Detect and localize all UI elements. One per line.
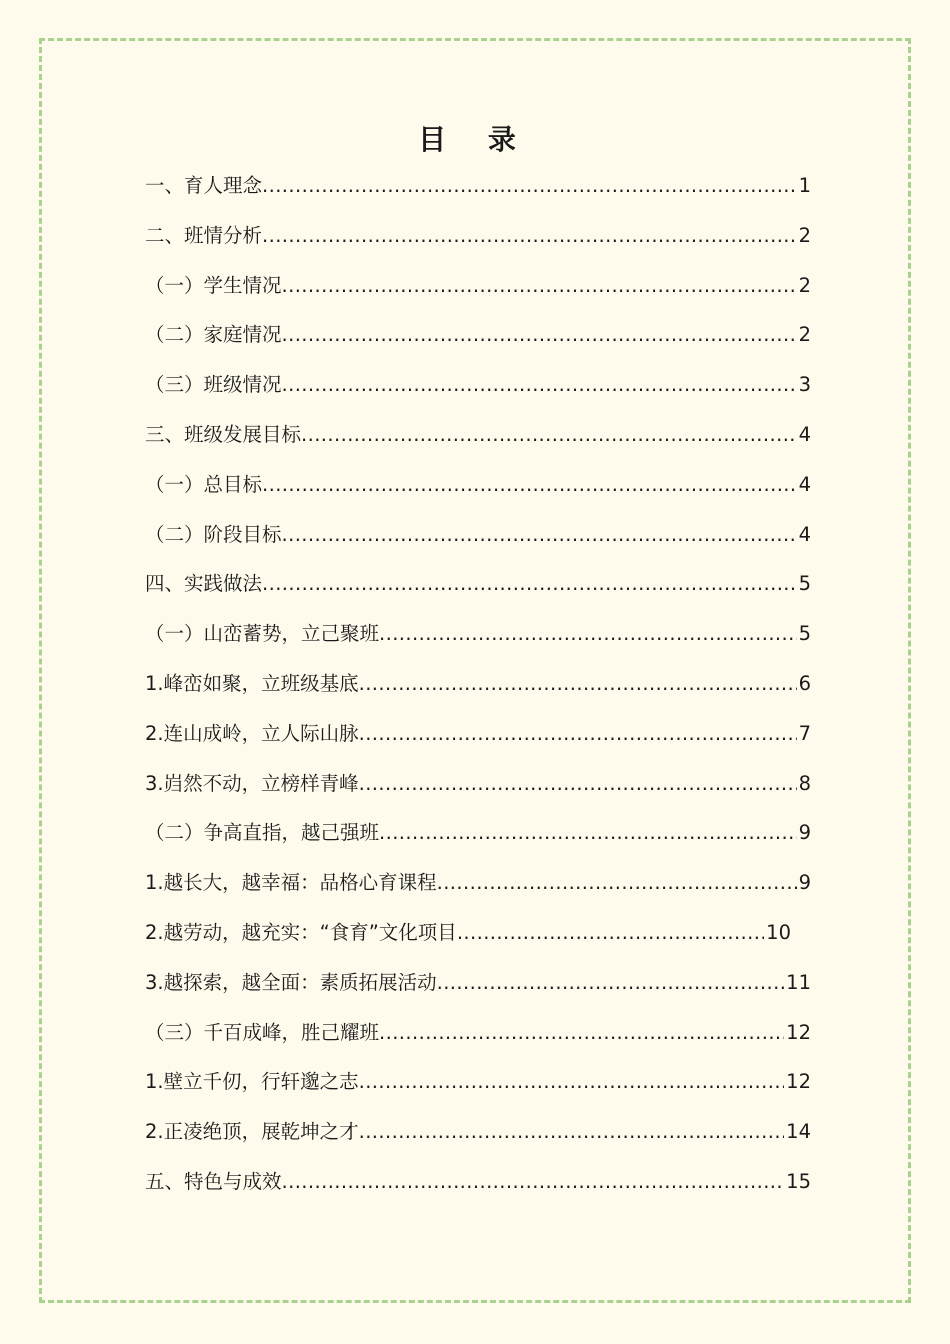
toc-leader-dots [379, 815, 797, 851]
toc-entry-text: 3.越探索，越全面：素质拓展活动 [145, 970, 437, 994]
toc-entry-text: 五、特色与成效 [145, 1169, 282, 1193]
toc-entry[interactable] [145, 317, 811, 367]
toc-entry[interactable] [145, 1164, 811, 1214]
toc-page-number: 14 [786, 1120, 811, 1144]
toc-entry-text: （二）争高直指，越己强班 [145, 821, 380, 845]
toc-page-number: 12 [786, 1020, 811, 1044]
toc-entry[interactable] [145, 965, 811, 1015]
table-of-contents [145, 168, 811, 1214]
toc-entry-text: （二）家庭情况 [145, 323, 282, 347]
toc-page-number: 2 [798, 273, 811, 297]
toc-leader-dots [282, 517, 797, 553]
toc-entry[interactable] [145, 218, 811, 268]
toc-page-number: 15 [786, 1169, 811, 1193]
toc-entry-text: 二、班情分析 [145, 223, 263, 247]
toc-page-number: 2 [798, 323, 811, 347]
toc-entry-text: （三）班级情况 [145, 373, 282, 397]
toc-leader-dots [282, 1164, 785, 1200]
toc-entry[interactable] [145, 815, 811, 865]
toc-leader-dots [359, 1064, 785, 1100]
toc-page-number: 8 [798, 771, 811, 795]
toc-leader-dots [457, 915, 764, 951]
toc-page-number: 1 [798, 174, 811, 197]
toc-entry-text: 四、实践做法 [145, 572, 263, 596]
toc-leader-dots [437, 965, 785, 1001]
toc-entry[interactable] [145, 517, 811, 567]
toc-entry[interactable] [145, 168, 811, 218]
toc-entry[interactable] [145, 367, 811, 417]
toc-entry[interactable] [145, 915, 791, 965]
toc-page-number: 5 [798, 622, 811, 646]
toc-leader-dots [359, 666, 797, 702]
toc-entry-text: 3.岿然不动，立榜样青峰 [145, 771, 359, 795]
toc-leader-dots [262, 218, 797, 254]
toc-entry[interactable] [145, 467, 811, 517]
toc-entry[interactable] [145, 716, 811, 766]
toc-entry[interactable] [145, 666, 811, 716]
toc-leader-dots [282, 268, 797, 304]
toc-page-number: 3 [798, 373, 811, 397]
toc-page-number: 4 [798, 422, 811, 446]
toc-page-number: 10 [766, 920, 791, 944]
toc-entry-text: （三）千百成峰，胜己耀班 [145, 1020, 380, 1044]
toc-leader-dots [262, 566, 797, 602]
toc-entry[interactable] [145, 865, 811, 915]
toc-entry[interactable] [145, 268, 811, 318]
toc-page-number: 2 [798, 223, 811, 247]
toc-leader-dots [437, 865, 797, 901]
toc-entry-text: （二）阶段目标 [145, 522, 282, 546]
toc-leader-dots [262, 467, 797, 503]
toc-entry[interactable] [145, 1064, 811, 1114]
toc-entry-text: （一）学生情况 [145, 273, 282, 297]
toc-leader-dots [379, 616, 797, 652]
toc-entry-text: （一）山峦蓄势，立己聚班 [145, 622, 380, 646]
toc-page-number: 4 [798, 522, 811, 546]
toc-entry-text: 1.越长大，越幸福：品格心育课程 [145, 871, 437, 895]
toc-page-number: 6 [798, 671, 811, 695]
toc-entry-text: 一、育人理念 [145, 174, 263, 197]
toc-entry-text: 2.连山成岭，立人际山脉 [145, 721, 359, 745]
toc-entry[interactable] [145, 616, 811, 666]
toc-page-number: 4 [798, 472, 811, 496]
toc-page-number: 7 [798, 721, 811, 745]
toc-leader-dots [359, 716, 797, 752]
toc-page-number: 9 [798, 871, 811, 895]
toc-entry[interactable] [145, 766, 811, 816]
toc-entry-text: 2.越劳动，越充实：“食育”文化项目 [145, 920, 457, 944]
toc-entry-text: 三、班级发展目标 [145, 422, 302, 446]
toc-leader-dots [282, 367, 797, 403]
toc-leader-dots [282, 317, 797, 353]
toc-page-number: 12 [786, 1070, 811, 1094]
toc-leader-dots [379, 1015, 784, 1051]
toc-entry-text: 1.峰峦如聚，立班级基底 [145, 671, 359, 695]
toc-leader-dots [301, 417, 797, 453]
toc-entry-text: 1.壁立千仞，行轩邈之志 [145, 1070, 359, 1094]
toc-leader-dots [359, 1114, 785, 1150]
toc-entry[interactable] [145, 417, 811, 467]
toc-entry[interactable] [145, 1114, 811, 1164]
toc-leader-dots [262, 168, 797, 204]
toc-entry[interactable] [145, 1015, 811, 1065]
toc-leader-dots [359, 766, 797, 802]
page-title: 目 录 [418, 123, 532, 156]
toc-entry-text: 2.正凌绝顶，展乾坤之才 [145, 1120, 359, 1144]
toc-entry-text: （一）总目标 [145, 472, 263, 496]
toc-page-number: 5 [798, 572, 811, 596]
toc-entry[interactable] [145, 566, 811, 616]
toc-page-number: 11 [786, 970, 811, 994]
toc-page-number: 9 [798, 821, 811, 845]
